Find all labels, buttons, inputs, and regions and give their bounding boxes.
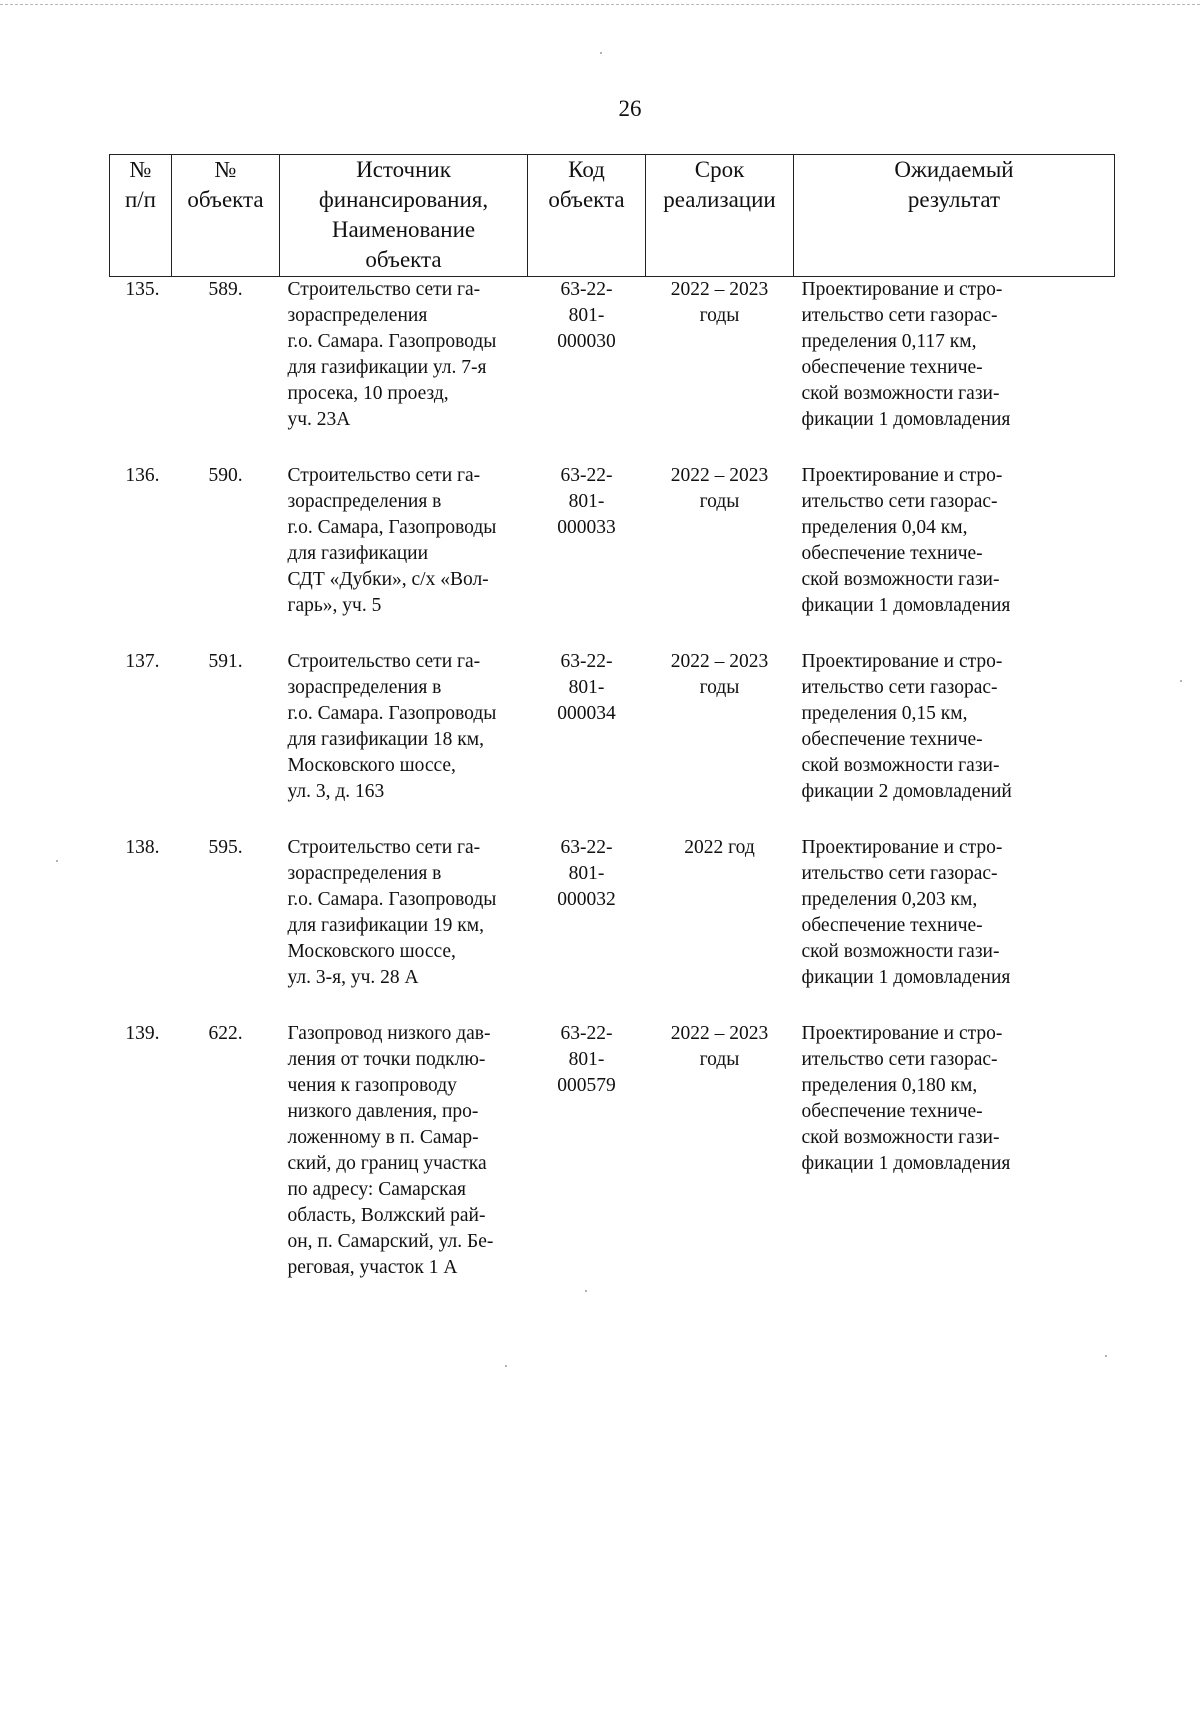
object-number: 589. — [208, 279, 243, 300]
funding-source: Строительство сети га- зораспределения в г.о. Самара, Газопроводы для газификации СДТ «Дубки», с/х «Вол- гарь», уч. 5 — [287, 465, 497, 616]
row-number: 136. — [125, 465, 160, 486]
object-code: 63-22- 801- 000033 — [557, 465, 616, 538]
object-code: 63-22- 801- 000030 — [557, 279, 616, 352]
implementation-period: 2022 – 2023 годы — [670, 279, 769, 326]
scan-speck — [56, 860, 58, 862]
header-object-code: Код объекта — [528, 155, 646, 277]
table-row — [110, 835, 1115, 1021]
scan-speck — [600, 52, 602, 54]
object-number: 622. — [208, 1023, 243, 1044]
table-header-row — [110, 155, 1115, 277]
expected-result: Проектирование и стро- ительство сети газорас- пределения 0,203 км, обеспечение техниче- ской возможности гази- фикации 1 домовладения — [801, 837, 1011, 988]
row-number: 135. — [125, 279, 160, 300]
table-row — [110, 463, 1115, 649]
scan-speck — [1180, 680, 1182, 682]
object-code: 63-22- 801- 000032 — [557, 837, 616, 910]
implementation-period: 2022 – 2023 годы — [670, 465, 769, 512]
row-number: 137. — [125, 651, 160, 672]
implementation-period: 2022 – 2023 годы — [670, 1023, 769, 1070]
object-number: 591. — [208, 651, 243, 672]
expected-result: Проектирование и стро- ительство сети газорас- пределения 0,04 км, обеспечение техниче- ской возможности гази- фикации 1 домовладения — [801, 465, 1011, 616]
header-row-number: № п/п — [110, 155, 172, 277]
expected-result: Проектирование и стро- ительство сети газорас- пределения 0,117 км, обеспечение техниче- ской возможности гази- фикации 1 домовладения — [801, 279, 1011, 430]
scan-speck — [585, 1290, 587, 1292]
object-number: 590. — [208, 465, 243, 486]
funding-source: Газопровод низкого дав- ления от точки подклю- чения к газопроводу низкого давления, про- ложенному в п. Самар- ский, до границ участка по адресу: Самарская область, Волжский рай- он, п. Самарский, ул. Бе- реговая, участок 1 А — [287, 1023, 494, 1278]
funding-source: Строительство сети га- зораспределения г.о. Самара. Газопроводы для газификации ул. 7-я просека, 10 проезд, уч. 23А — [287, 279, 497, 430]
row-number: 138. — [125, 837, 160, 858]
funding-source: Строительство сети га- зораспределения в г.о. Самара. Газопроводы для газификации 19 км, Московского шоссе, ул. 3-я, уч. 28 А — [287, 837, 497, 988]
table-row — [110, 277, 1115, 464]
scan-speck — [505, 1365, 507, 1367]
header-implementation-period: Срок реализации — [646, 155, 794, 277]
gasification-objects-table — [109, 154, 1115, 1311]
expected-result: Проектирование и стро- ительство сети газорас- пределения 0,180 км, обеспечение техниче- ской возможности гази- фикации 1 домовладения — [801, 1023, 1011, 1174]
expected-result: Проектирование и стро- ительство сети газорас- пределения 0,15 км, обеспечение техниче- ской возможности гази- фикации 2 домовладений — [801, 651, 1012, 802]
page-top-edge — [0, 4, 1200, 5]
header-expected-result: Ожидаемый результат — [794, 155, 1115, 277]
implementation-period: 2022 – 2023 годы — [670, 651, 769, 698]
header-funding-source: Источник финансирования, Наименование объекта — [280, 155, 528, 277]
funding-source: Строительство сети га- зораспределения в г.о. Самара. Газопроводы для газификации 18 км, Московского шоссе, ул. 3, д. 163 — [287, 651, 497, 802]
row-number: 139. — [125, 1023, 160, 1044]
object-code: 63-22- 801- 000034 — [557, 651, 616, 724]
header-object-number: № объекта — [172, 155, 280, 277]
table-row — [110, 649, 1115, 835]
scan-speck — [1105, 1355, 1107, 1357]
object-code: 63-22- 801- 000579 — [557, 1023, 616, 1096]
table-row — [110, 1021, 1115, 1311]
implementation-period: 2022 год — [684, 837, 755, 858]
object-number: 595. — [208, 837, 243, 858]
page-number: 26 — [618, 96, 642, 121]
